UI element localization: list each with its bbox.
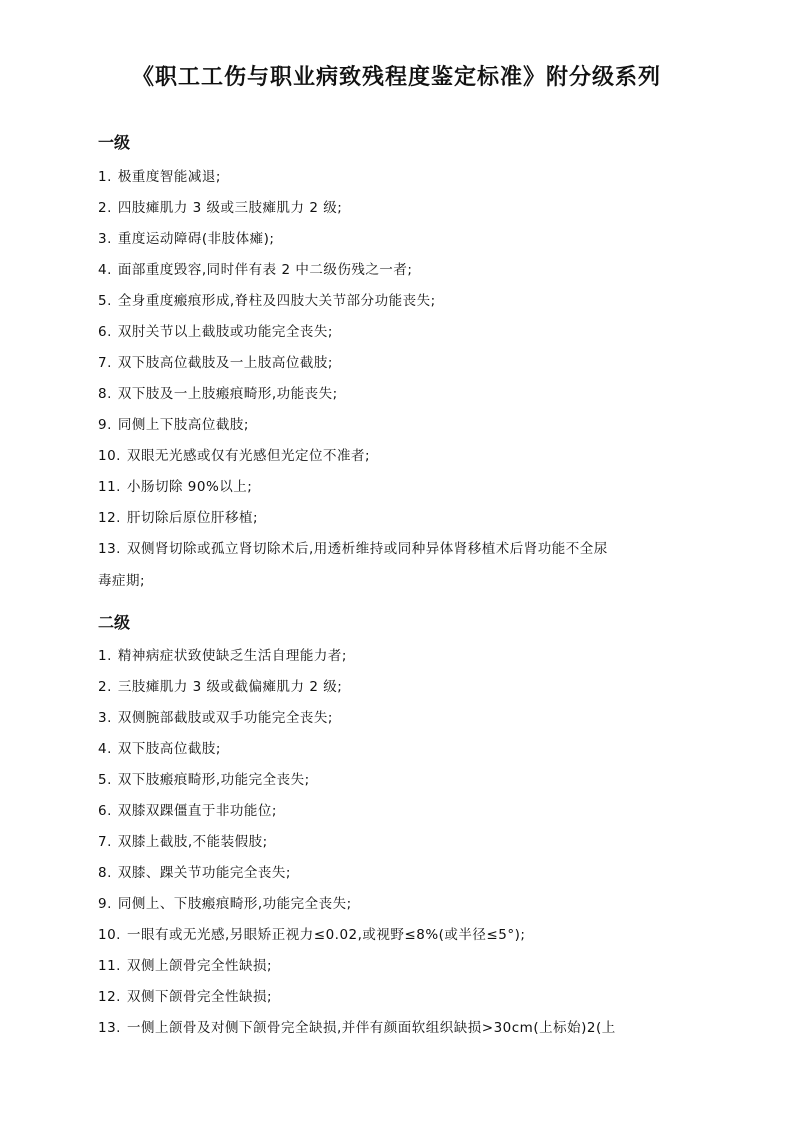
list-item: 5. 双下肢瘢痕畸形,功能完全丧失; (98, 772, 310, 788)
list-item: 8. 双下肢及一上肢瘢痕畸形,功能丧失; (98, 386, 338, 402)
list-item: 13. 双侧肾切除或孤立肾切除术后,用透析维持或同种异体肾移植术后肾功能不全尿 (98, 541, 608, 557)
list-item: 11. 小肠切除 90%以上; (98, 479, 253, 495)
list-item: 8. 双膝、踝关节功能完全丧失; (98, 865, 291, 881)
list-item: 2. 三肢瘫肌力 3 级或截偏瘫肌力 2 级; (98, 679, 343, 695)
list-item: 9. 同侧上、下肢瘢痕畸形,功能完全丧失; (98, 896, 352, 912)
section-heading-level-1: 一级 (98, 133, 131, 152)
list-item: 12. 肝切除后原位肝移植; (98, 510, 259, 526)
list-item: 12. 双侧下颌骨完全性缺损; (98, 989, 273, 1005)
list-item: 6. 双膝双踝僵直于非功能位; (98, 803, 277, 819)
list-item: 1. 极重度智能减退; (98, 169, 221, 185)
list-item: 3. 双侧腕部截肢或双手功能完全丧失; (98, 710, 333, 726)
list-item: 9. 同侧上下肢高位截肢; (98, 417, 249, 433)
list-item: 5. 全身重度瘢痕形成,脊柱及四肢大关节部分功能丧失; (98, 293, 436, 309)
list-item: 3. 重度运动障碍(非肢体瘫); (98, 231, 275, 247)
list-item: 7. 双下肢高位截肢及一上肢高位截肢; (98, 355, 333, 371)
list-item: 4. 面部重度毁容,同时伴有表 2 中二级伤残之一者; (98, 262, 413, 278)
list-item: 10. 双眼无光感或仅有光感但光定位不准者; (98, 448, 371, 464)
section-heading-level-2: 二级 (98, 613, 131, 632)
list-item: 13. 一侧上颌骨及对侧下颌骨完全缺损,并伴有颜面软组织缺损>30cm(上标始)2(上 (98, 1020, 616, 1036)
list-item: 2. 四肢瘫肌力 3 级或三肢瘫肌力 2 级; (98, 200, 343, 216)
list-item: 6. 双肘关节以上截肢或功能完全丧失; (98, 324, 333, 340)
list-item: 11. 双侧上颌骨完全性缺损; (98, 958, 273, 974)
document-title: 《职工工伤与职业病致残程度鉴定标准》附分级系列 (131, 64, 661, 90)
list-item: 1. 精神病症状致使缺乏生活自理能力者; (98, 648, 347, 664)
list-item-continuation: 毒症期; (98, 573, 146, 589)
list-item: 7. 双膝上截肢,不能装假肢; (98, 834, 268, 850)
list-item: 10. 一眼有或无光感,另眼矫正视力≤0.02,或视野≤8%(或半径≤5°); (98, 927, 526, 943)
list-item: 4. 双下肢高位截肢; (98, 741, 221, 757)
